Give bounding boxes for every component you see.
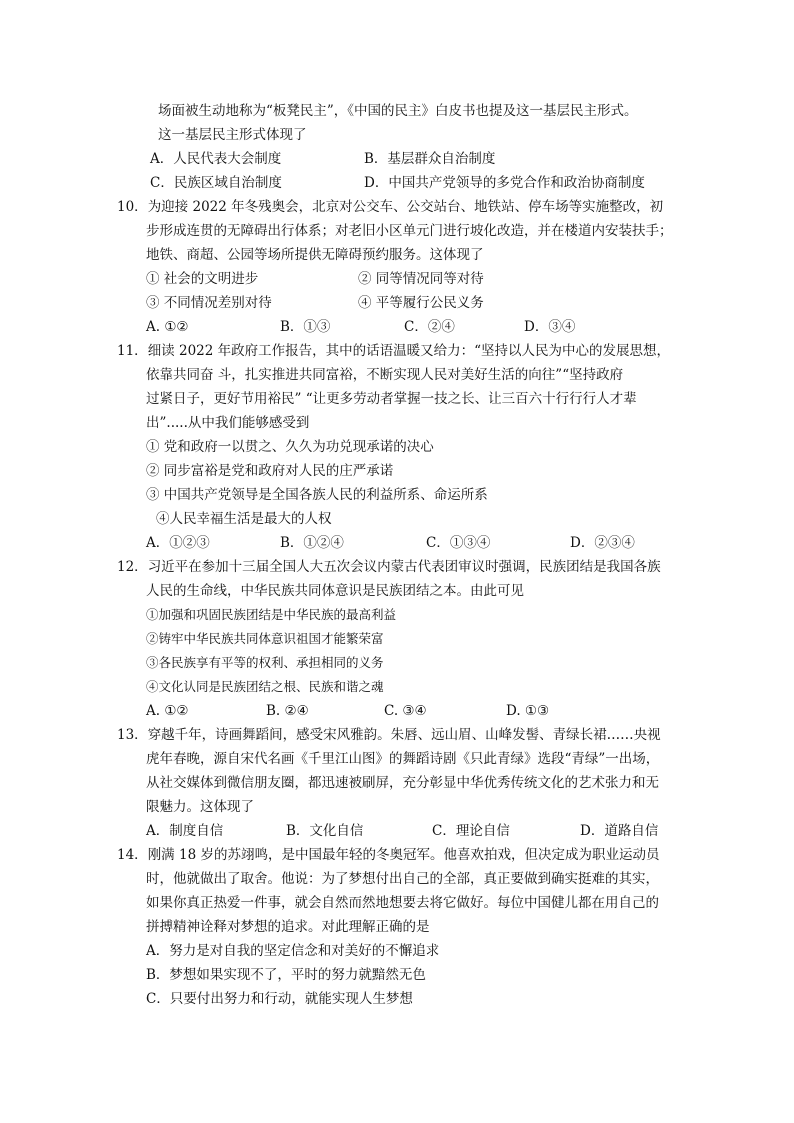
q13-stem-line-1: 13．穿越千年，诗画舞蹈间，感受宋风雅韵。朱唇、远山眉、山峰发髻、青绿长裙……央视 bbox=[117, 727, 661, 743]
q12-item-1: ①加强和巩固民族团结是中华民族的最高利益 bbox=[146, 607, 397, 622]
q12-option-d[interactable]: D. ①③ bbox=[506, 703, 550, 719]
q14-stem-line-3: 如果你真正热爱一件事，就会自然而然地想要去将它做好。每位中国健儿都在用自己的 bbox=[146, 895, 659, 911]
q13-option-d[interactable]: D．道路自信 bbox=[580, 823, 659, 839]
q12-number: 12． bbox=[117, 559, 148, 575]
q12-item-4: ④文化认同是民族团结之根、民族和谐之魂 bbox=[146, 679, 384, 694]
q11-item-3: ③ 中国共产党领导是全国各族人民的利益所系、命运所系 bbox=[146, 487, 488, 503]
q13-stem-line-2: 虎年春晚，源自宋代名画《千里江山图》的舞蹈诗剧《只此青绿》选段“青绿”一出场， bbox=[146, 751, 660, 767]
q9-option-a[interactable]: A．人民代表大会制度 bbox=[150, 151, 282, 167]
q14-number: 14． bbox=[117, 847, 148, 863]
q10-item-2: ② 同等情况同等对待 bbox=[358, 271, 484, 287]
q14-option-b[interactable]: B．梦想如果实现不了，平时的努力就黯然无色 bbox=[146, 967, 426, 983]
q10-stem-line-1: 10．为迎接 2022 年冬残奥会，北京对公交车、公交站台、地铁站、停车场等实施整改，初 bbox=[117, 199, 664, 215]
q10-stem-line-3: 地铁、商超、公园等场所提供无障碍预约服务。这体现了 bbox=[146, 247, 484, 263]
q10-option-c[interactable]: C．②④ bbox=[404, 319, 455, 335]
q11-stem-line-2: 依靠共同奋 斗，扎实推进共同富裕，不断实现人民对美好生活的向往”“坚持政府 bbox=[146, 367, 624, 383]
q13-option-a[interactable]: A．制度自信 bbox=[146, 823, 224, 839]
q10-number: 10． bbox=[117, 199, 148, 215]
q11-option-d[interactable]: D．②③④ bbox=[570, 535, 635, 551]
q14-stem-line-4: 拼搏精神诠释对梦想的追求。对此理解正确的是 bbox=[146, 919, 430, 935]
q14-stem-line-2: 时，他就做出了取舍。他说：为了梦想付出自己的全部，真正要做到确实挺难的其实， bbox=[146, 871, 659, 887]
q14-option-c[interactable]: C．只要付出努力和行动，就能实现人生梦想 bbox=[146, 991, 413, 1007]
q13-number: 13． bbox=[117, 727, 148, 743]
q11-number: 11． bbox=[117, 343, 148, 359]
q14-option-a[interactable]: A．努力是对自我的坚定信念和对美好的不懈追求 bbox=[146, 943, 440, 959]
q12-option-c[interactable]: C. ③④ bbox=[384, 703, 427, 719]
q10-option-b[interactable]: B．①③ bbox=[280, 319, 331, 335]
q11-option-b[interactable]: B．①②④ bbox=[280, 535, 344, 551]
q10-item-4: ④ 平等履行公民义务 bbox=[358, 295, 484, 311]
q12-option-a[interactable]: A. ①② bbox=[146, 703, 189, 719]
q12-stem-line-1: 12．习近平在参加十三届全国人大五次会议内蒙古代表团审议时强调，民族团结是我国各族 bbox=[117, 559, 661, 575]
q9-option-c[interactable]: C．民族区域自治制度 bbox=[150, 175, 282, 191]
q14-stem-line-1: 14．刚满 18 岁的苏翊鸣，是中国最年轻的冬奥冠军。他喜欢拍戏，但决定成为职业运动员 bbox=[117, 847, 660, 863]
q13-stem-line-3: 从社交媒体到微信朋友圈，都迅速被刷屏，充分彰显中华优秀传统文化的艺术张力和无 bbox=[146, 775, 659, 791]
q11-option-c[interactable]: C．①③④ bbox=[426, 535, 491, 551]
q11-stem-line-1: 11．细读 2022 年政府工作报告，其中的话语温暖又给力：“坚持以人民为中心的发展思想， bbox=[117, 343, 671, 359]
q9-option-b[interactable]: B．基层群众自治制度 bbox=[364, 151, 496, 167]
q11-stem-line-4: 出”.....从中我们能够感受到 bbox=[146, 415, 310, 431]
q11-item-1: ① 党和政府一以贯之、久久为功兑现承诺的决心 bbox=[146, 439, 434, 455]
q10-item-3: ③ 不同情况差别对待 bbox=[146, 295, 272, 311]
q10-option-d[interactable]: D．③④ bbox=[524, 319, 576, 335]
q11-item-2: ② 同步富裕是党和政府对人民的庄严承诺 bbox=[146, 463, 394, 479]
q10-option-a[interactable]: A. ①② bbox=[146, 319, 189, 335]
q13-stem-line-4: 限魅力。这体现了 bbox=[146, 799, 254, 815]
q10-stem-line-2: 步形成连贯的无障碍出行体系；对老旧小区单元门进行坡化改造，并在楼道内安装扶手； bbox=[146, 223, 673, 239]
q12-option-b[interactable]: B. ②④ bbox=[266, 703, 309, 719]
q11-item-4: ④人民幸福生活是最大的人权 bbox=[156, 511, 332, 527]
q13-option-b[interactable]: B．文化自信 bbox=[286, 823, 364, 839]
q10-item-1: ① 社会的文明进步 bbox=[146, 271, 259, 287]
q11-stem-line-3: 过紧日子，更好节用裕民” “让更多劳动者掌握一技之长、让三百六十行行行人才辈 bbox=[146, 391, 637, 407]
q12-item-2: ②铸牢中华民族共同体意识祖国才能繁荣富 bbox=[146, 631, 384, 646]
q9-option-d[interactable]: D．中国共产党领导的多党合作和政治协商制度 bbox=[364, 175, 645, 191]
q12-item-3: ③各民族享有平等的权利、承担相同的义务 bbox=[146, 655, 384, 670]
q13-option-c[interactable]: C．理论自信 bbox=[432, 823, 510, 839]
q9-stem-line-2: 这一基层民主形式体现了 bbox=[158, 127, 307, 143]
q9-stem-line-1: 场面被生动地称为“板凳民主”，《中国的民主》白皮书也提及这一基层民主形式。 bbox=[158, 103, 638, 119]
q12-stem-line-2: 人民的生命线，中华民族共同体意识是民族团结之本。由此可见 bbox=[146, 583, 524, 599]
q11-option-a[interactable]: A．①②③ bbox=[146, 535, 210, 551]
